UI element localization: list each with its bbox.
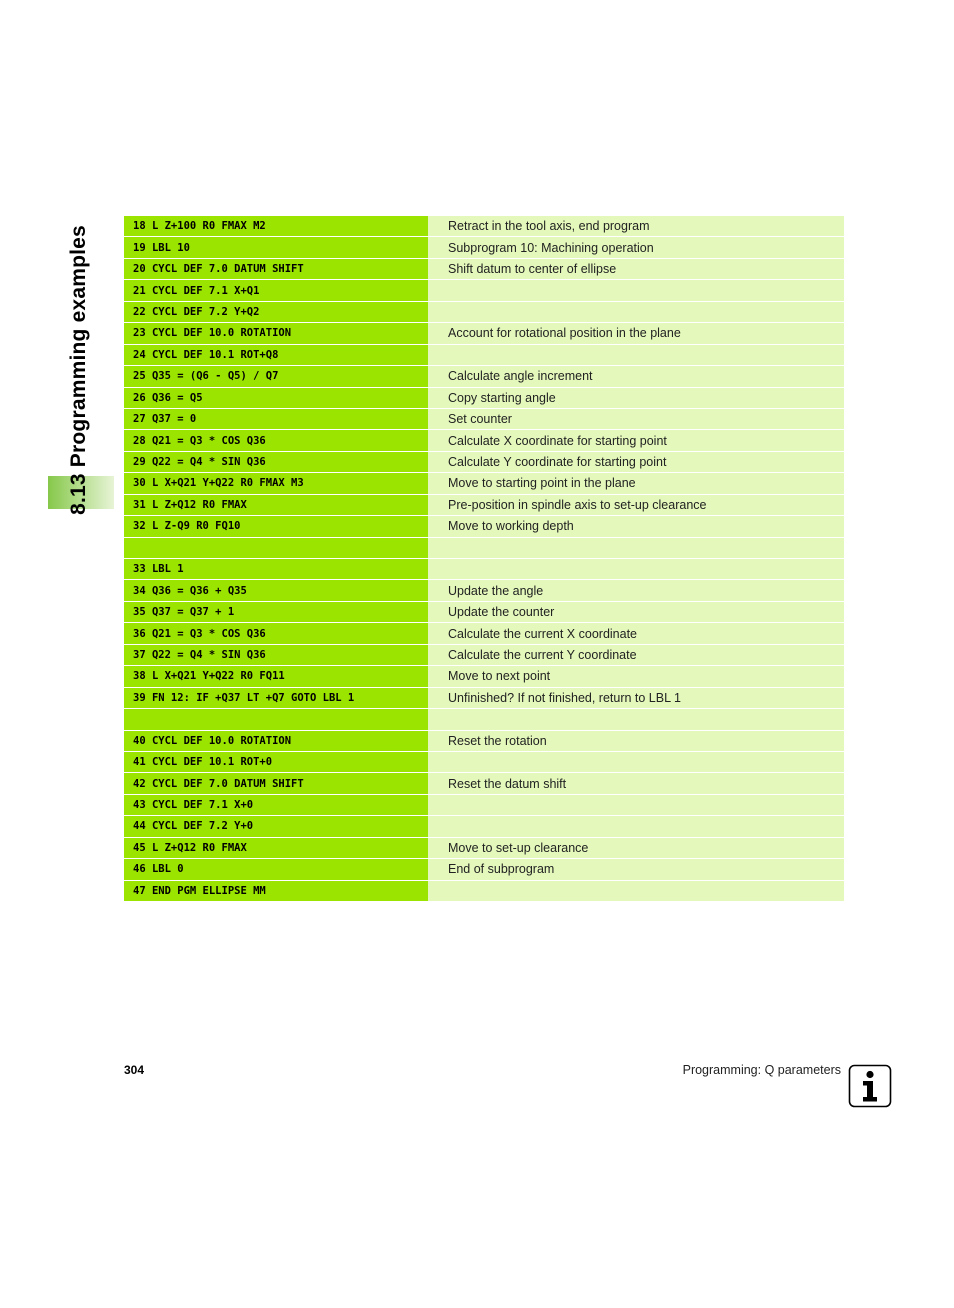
table-row xyxy=(124,773,844,794)
nc-code-cell: 32 L Z-Q9 R0 FQ10 xyxy=(124,516,428,536)
nc-code-cell: 35 Q37 = Q37 + 1 xyxy=(124,602,428,622)
nc-code-cell: 20 CYCL DEF 7.0 DATUM SHIFT xyxy=(124,259,428,279)
description-cell: Set counter xyxy=(428,409,844,429)
nc-code-cell: 36 Q21 = Q3 * COS Q36 xyxy=(124,623,428,643)
table-row xyxy=(124,516,844,537)
nc-code-cell: 19 LBL 10 xyxy=(124,237,428,257)
nc-code-cell: 39 FN 12: IF +Q37 LT +Q7 GOTO LBL 1 xyxy=(124,688,428,708)
description-cell: Retract in the tool axis, end program xyxy=(428,216,844,236)
page-number: 304 xyxy=(124,1063,145,1077)
description-cell: Unfinished? If not finished, return to LBL 1 xyxy=(428,688,844,708)
description-cell xyxy=(428,280,844,300)
nc-code-cell xyxy=(124,709,428,729)
table-row xyxy=(124,795,844,816)
nc-code-cell: 33 LBL 1 xyxy=(124,559,428,579)
nc-code-cell: 34 Q36 = Q36 + Q35 xyxy=(124,580,428,600)
table-row xyxy=(124,452,844,473)
description-cell: Calculate Y coordinate for starting point xyxy=(428,452,844,472)
table-row xyxy=(124,752,844,773)
table-row xyxy=(124,473,844,494)
description-cell xyxy=(428,816,844,836)
nc-code-cell: 38 L X+Q21 Y+Q22 R0 FQ11 xyxy=(124,666,428,686)
nc-code-cell: 41 CYCL DEF 10.1 ROT+0 xyxy=(124,752,428,772)
nc-code-cell: 23 CYCL DEF 10.0 ROTATION xyxy=(124,323,428,343)
table-row xyxy=(124,859,844,880)
table-row xyxy=(124,237,844,258)
table-row xyxy=(124,580,844,601)
table-row xyxy=(124,602,844,623)
description-cell xyxy=(428,302,844,322)
nc-code-cell: 25 Q35 = (Q6 - Q5) / Q7 xyxy=(124,366,428,386)
info-icon-graphic xyxy=(848,1064,892,1108)
nc-code-cell: 43 CYCL DEF 7.1 X+0 xyxy=(124,795,428,815)
nc-code-cell xyxy=(124,538,428,558)
table-row xyxy=(124,709,844,730)
description-cell: Update the counter xyxy=(428,602,844,622)
info-icon[interactable] xyxy=(848,1064,892,1108)
nc-code-cell: 26 Q36 = Q5 xyxy=(124,388,428,408)
nc-code-cell: 22 CYCL DEF 7.2 Y+Q2 xyxy=(124,302,428,322)
nc-code-cell: 46 LBL 0 xyxy=(124,859,428,879)
table-row xyxy=(124,645,844,666)
nc-code-cell: 28 Q21 = Q3 * COS Q36 xyxy=(124,430,428,450)
table-row xyxy=(124,816,844,837)
description-cell: Update the angle xyxy=(428,580,844,600)
table-row xyxy=(124,623,844,644)
description-cell: Pre-position in spindle axis to set-up clearance xyxy=(428,495,844,515)
description-cell: Reset the datum shift xyxy=(428,773,844,793)
table-row xyxy=(124,666,844,687)
nc-code-cell: 24 CYCL DEF 10.1 ROT+Q8 xyxy=(124,345,428,365)
description-cell xyxy=(428,709,844,729)
description-cell: Move to starting point in the plane xyxy=(428,473,844,493)
nc-code-cell: 37 Q22 = Q4 * SIN Q36 xyxy=(124,645,428,665)
description-cell xyxy=(428,538,844,558)
nc-code-cell: 31 L Z+Q12 R0 FMAX xyxy=(124,495,428,515)
table-row xyxy=(124,323,844,344)
description-cell xyxy=(428,752,844,772)
table-row xyxy=(124,409,844,430)
table-row xyxy=(124,259,844,280)
description-cell: Move to working depth xyxy=(428,516,844,536)
description-cell: Shift datum to center of ellipse xyxy=(428,259,844,279)
description-cell: Calculate X coordinate for starting point xyxy=(428,430,844,450)
nc-code-cell: 42 CYCL DEF 7.0 DATUM SHIFT xyxy=(124,773,428,793)
table-row xyxy=(124,388,844,409)
nc-code-cell: 21 CYCL DEF 7.1 X+Q1 xyxy=(124,280,428,300)
table-row xyxy=(124,366,844,387)
nc-code-cell: 40 CYCL DEF 10.0 ROTATION xyxy=(124,731,428,751)
description-cell: Calculate angle increment xyxy=(428,366,844,386)
description-cell: Move to set-up clearance xyxy=(428,838,844,858)
table-row xyxy=(124,280,844,301)
nc-code-cell: 45 L Z+Q12 R0 FMAX xyxy=(124,838,428,858)
nc-code-cell: 27 Q37 = 0 xyxy=(124,409,428,429)
nc-code-cell: 29 Q22 = Q4 * SIN Q36 xyxy=(124,452,428,472)
nc-code-cell: 44 CYCL DEF 7.2 Y+0 xyxy=(124,816,428,836)
chapter-title-footer: Programming: Q parameters xyxy=(682,1063,841,1077)
table-row xyxy=(124,688,844,709)
nc-code-cell: 18 L Z+100 R0 FMAX M2 xyxy=(124,216,428,236)
description-cell: Move to next point xyxy=(428,666,844,686)
nc-code-cell: 30 L X+Q21 Y+Q22 R0 FMAX M3 xyxy=(124,473,428,493)
nc-code-cell: 47 END PGM ELLIPSE MM xyxy=(124,881,428,901)
table-row xyxy=(124,345,844,366)
table-row xyxy=(124,838,844,859)
description-cell: End of subprogram xyxy=(428,859,844,879)
table-row xyxy=(124,559,844,580)
description-cell: Copy starting angle xyxy=(428,388,844,408)
description-cell: Calculate the current X coordinate xyxy=(428,623,844,643)
description-cell: Account for rotational position in the plane xyxy=(428,323,844,343)
table-row xyxy=(124,731,844,752)
table-row xyxy=(124,881,844,902)
description-cell: Calculate the current Y coordinate xyxy=(428,645,844,665)
description-cell xyxy=(428,345,844,365)
section-sidebar xyxy=(44,200,114,540)
table-row xyxy=(124,538,844,559)
table-row xyxy=(124,302,844,323)
section-title: 8.13 Programming examples xyxy=(67,225,90,515)
table-row xyxy=(124,216,844,237)
description-cell: Reset the rotation xyxy=(428,731,844,751)
description-cell xyxy=(428,559,844,579)
description-cell xyxy=(428,881,844,901)
description-cell: Subprogram 10: Machining operation xyxy=(428,237,844,257)
table-row xyxy=(124,495,844,516)
description-cell xyxy=(428,795,844,815)
table-row xyxy=(124,430,844,451)
program-listing-table xyxy=(124,216,844,902)
